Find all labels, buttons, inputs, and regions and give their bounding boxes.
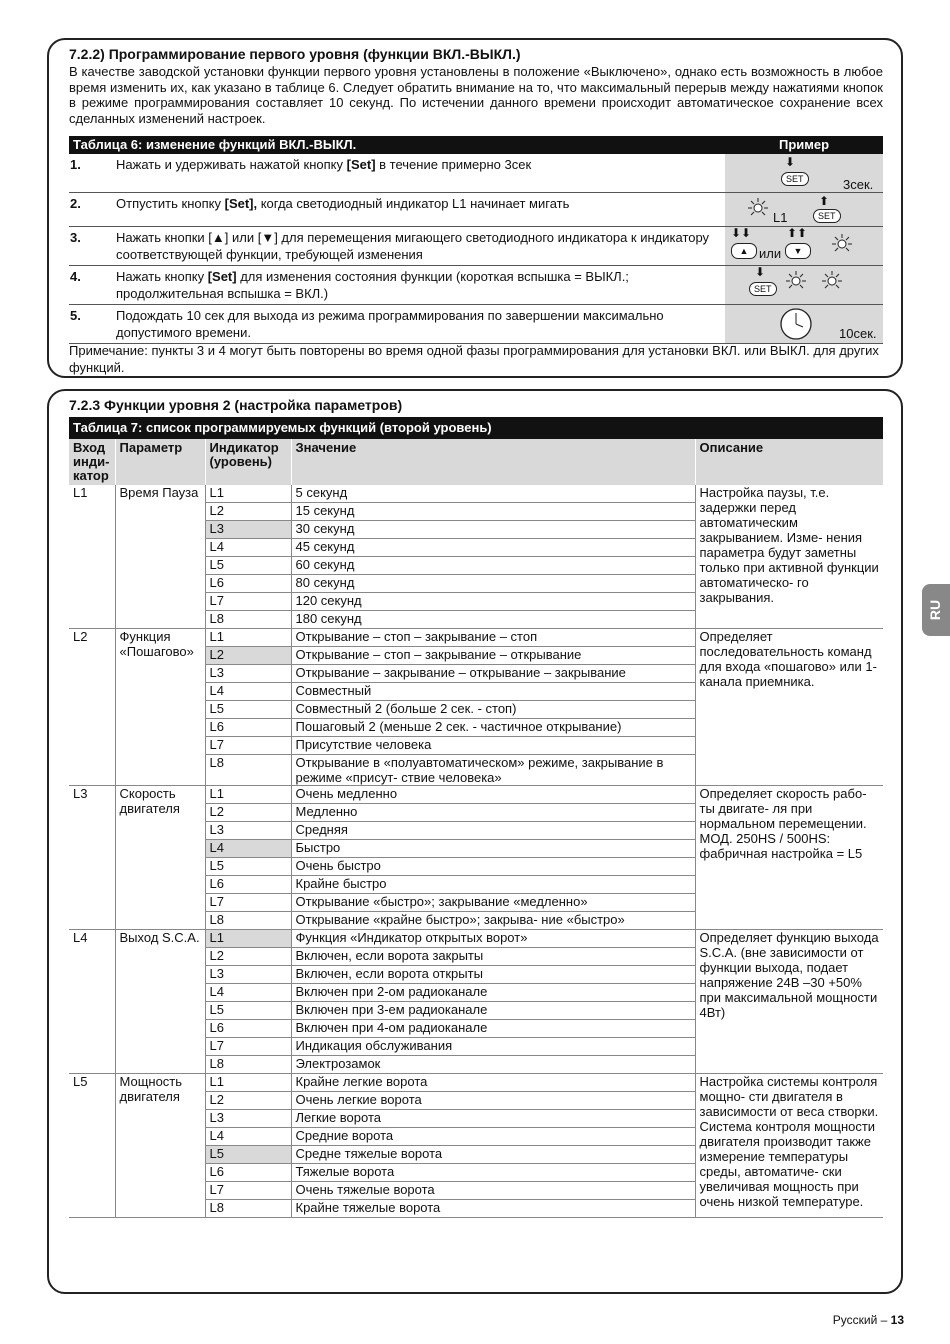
parameter: Время Пауза	[115, 485, 205, 629]
level-indicator: L3	[205, 966, 291, 984]
section-level2-functions	[47, 389, 903, 1294]
arrow-down-icon: ⬇	[731, 225, 742, 240]
value: Открывание «быстро»; закрывание «медленно»	[291, 894, 695, 912]
level-indicator: L4	[205, 683, 291, 701]
arrow-up-icon: ⬆	[787, 225, 798, 240]
level-indicator: L6	[205, 1020, 291, 1038]
level-indicator: L1	[205, 1074, 291, 1092]
table6-row	[69, 154, 883, 192]
value: Медленно	[291, 804, 695, 822]
description: Настройка системы контроля мощно- сти двигателя в зависимости от веса створки. Система контроля мощности двигателя производит также измерение температуры среды, автоматиче- ски увеличивая мощность при очень низкой температуре.	[695, 1074, 883, 1218]
step-text: Нажать и удерживать нажатой кнопку [Set] в течение примерно 3сек	[116, 154, 725, 192]
value: Включен, если ворота закрыты	[291, 948, 695, 966]
value: Электрозамок	[291, 1056, 695, 1074]
step-text: Подождать 10 сек для выхода из режима программирования по завершении максимально допустимого времени.	[116, 304, 725, 343]
parameter: Выход S.C.A.	[115, 930, 205, 1074]
level-indicator: L7	[205, 1182, 291, 1200]
value: Функция «Индикатор открытых ворот»	[291, 930, 695, 948]
input-indicator: L3	[69, 786, 115, 930]
down-button-icon: ▼	[785, 243, 811, 259]
page-number: 13	[890, 1313, 904, 1327]
parameter: Скорость двигателя	[115, 786, 205, 930]
value: Индикация обслуживания	[291, 1038, 695, 1056]
level-indicator: L5	[205, 1146, 291, 1164]
value: Крайне тяжелые ворота	[291, 1200, 695, 1218]
level-indicator: L3	[205, 1110, 291, 1128]
blinking-led-icon	[785, 270, 807, 292]
table-row	[69, 786, 883, 804]
level-indicator: L4	[205, 840, 291, 858]
level-indicator: L3	[205, 822, 291, 840]
level-indicator: L6	[205, 575, 291, 593]
section-onoff-programming	[47, 38, 903, 378]
blinking-led-icon	[821, 270, 843, 292]
value: Совместный 2 (больше 2 сек. - стоп)	[291, 701, 695, 719]
level-indicator: L8	[205, 755, 291, 786]
level-indicator: L5	[205, 1002, 291, 1020]
col-header-param: Параметр	[115, 439, 205, 485]
level-indicator: L7	[205, 894, 291, 912]
level-indicator: L2	[205, 503, 291, 521]
input-indicator: L4	[69, 930, 115, 1074]
col-header-description: Описание	[695, 439, 883, 485]
table-row	[69, 629, 883, 647]
step-number: 2.	[69, 192, 116, 226]
value: Пошаговый 2 (меньше 2 сек. - частичное открывание)	[291, 719, 695, 737]
value: Очень тяжелые ворота	[291, 1182, 695, 1200]
value: Средние ворота	[291, 1128, 695, 1146]
value: Открывание в «полуавтоматическом» режиме, закрывание в режиме «присут- ствие человека»	[291, 755, 695, 786]
up-button-icon: ▲	[731, 243, 757, 259]
table-row	[69, 485, 883, 503]
section-title: 7.2.3 Функции уровня 2 (настройка параметров)	[69, 397, 403, 413]
value: 120 секунд	[291, 593, 695, 611]
level-indicator: L1	[205, 786, 291, 804]
step-number: 3.	[69, 226, 116, 265]
description: Определяет функцию выхода S.C.A. (вне зависимости от функции выхода, подает напряжение 24В –30 +50% при максимальной мощности 4Вт)	[695, 930, 883, 1074]
value: Тяжелые ворота	[291, 1164, 695, 1182]
input-indicator: L2	[69, 629, 115, 786]
value: 45 секунд	[291, 539, 695, 557]
note: Примечание: пункты 3 и 4 могут быть повторены во время одной фазы программирования для установки ВКЛ. или ВЫКЛ. для других функций.	[69, 343, 879, 375]
language-tab: RU	[922, 584, 950, 636]
level-indicator: L8	[205, 912, 291, 930]
input-indicator: L1	[69, 485, 115, 629]
description: Определяет последовательность команд для входа «пошагово» или 1-канала приемника.	[695, 629, 883, 786]
page-footer: Русский – 13	[832, 1313, 904, 1327]
clock-icon	[779, 307, 813, 341]
table6-row	[69, 304, 883, 343]
set-button-icon: SET	[813, 209, 841, 223]
step-example	[725, 265, 884, 304]
level-indicator: L8	[205, 1200, 291, 1218]
value: Открывание – закрывание – открывание – закрывание	[291, 665, 695, 683]
col-header-value: Значение	[291, 439, 695, 485]
section-title: 7.2.2) Программирование первого уровня (функции ВКЛ.-ВЫКЛ.)	[69, 46, 521, 62]
value: Средне тяжелые ворота	[291, 1146, 695, 1164]
value: Совместный	[291, 683, 695, 701]
table7-header	[69, 417, 883, 439]
table6-row	[69, 226, 883, 265]
set-button-icon: SET	[781, 172, 809, 186]
table7	[69, 439, 884, 1218]
table6-row	[69, 265, 883, 304]
set-button-icon: SET	[749, 282, 777, 296]
value: 80 секунд	[291, 575, 695, 593]
level-indicator: L5	[205, 701, 291, 719]
step-example	[725, 192, 884, 226]
step-example	[725, 226, 884, 265]
value: Крайне быстро	[291, 876, 695, 894]
value: 60 секунд	[291, 557, 695, 575]
value: Включен при 2-ом радиоканале	[291, 984, 695, 1002]
step-number: 1.	[69, 154, 116, 192]
step-number: 4.	[69, 265, 116, 304]
value: Быстро	[291, 840, 695, 858]
value: Открывание «крайне быстро»; закрыва- ние «быстро»	[291, 912, 695, 930]
level-indicator: L3	[205, 665, 291, 683]
level-indicator: L8	[205, 611, 291, 629]
step-text: Отпустить кнопку [Set], когда светодиодный индикатор L1 начинает мигать	[116, 192, 725, 226]
table-row	[69, 930, 883, 948]
level-indicator: L4	[205, 539, 291, 557]
level-indicator: L1	[205, 930, 291, 948]
example-header: Пример	[779, 137, 830, 152]
level-indicator: L1	[205, 629, 291, 647]
step-number: 5.	[69, 304, 116, 343]
value: 5 секунд	[291, 485, 695, 503]
table6-header	[69, 136, 883, 154]
arrow-up-icon: ⬆	[819, 193, 830, 208]
level-indicator: L4	[205, 1128, 291, 1146]
value: Средняя	[291, 822, 695, 840]
level-indicator: L6	[205, 719, 291, 737]
value: Включен, если ворота открыты	[291, 966, 695, 984]
value: Присутствие человека	[291, 737, 695, 755]
col-header-input: Вход инди- катор	[69, 439, 115, 485]
table6	[69, 154, 883, 344]
example-label: 3сек.	[843, 177, 874, 192]
arrow-down-icon: ⬇	[741, 225, 752, 240]
step-text: Нажать кнопку [Set] для изменения состояния функции (короткая вспышка = ВЫКЛ.; продолжительная вспышка = ВКЛ.)	[116, 265, 725, 304]
level-indicator: L2	[205, 948, 291, 966]
step-example	[725, 304, 884, 343]
parameter: Функция «Пошагово»	[115, 629, 205, 786]
arrow-up-icon: ⬆	[797, 225, 808, 240]
input-indicator: L5	[69, 1074, 115, 1218]
example-label: или	[759, 245, 782, 261]
value: Открывание – стоп – закрывание – стоп	[291, 629, 695, 647]
description: Настройка паузы, т.е. задержки перед автоматическим закрыванием. Изме- нения параметра будут заметны только при активной функции автоматическо- го закрывания.	[695, 485, 883, 629]
arrow-down-icon: ⬇	[755, 264, 766, 279]
value: Легкие ворота	[291, 1110, 695, 1128]
table6-title: Таблица 6: изменение функций ВКЛ.-ВЫКЛ.	[73, 137, 357, 152]
table6-row	[69, 192, 883, 226]
value: Включен при 3-ем радиоканале	[291, 1002, 695, 1020]
value: Очень быстро	[291, 858, 695, 876]
intro-paragraph: В качестве заводской установки функции первого уровня установлены в положение «Выключено», однако есть возможность в любое время изменить их, как указано в таблице 6. Следует обратить внимание на то, что максимальный перерыв между нажатиями кнопок в режиме программирования составляет 10 секунд. По истечении данного времени происходит автоматическое сохранение всех сделанных изменений настроек.	[69, 64, 883, 126]
level-indicator: L7	[205, 593, 291, 611]
value: Крайне легкие ворота	[291, 1074, 695, 1092]
description: Определяет скорость рабо- ты двигате- ля при нормальном перемещении. МОД. 250HS / 500HS: фабричная настройка = L5	[695, 786, 883, 930]
level-indicator: L4	[205, 984, 291, 1002]
blinking-led-icon	[747, 197, 769, 219]
value: Очень медленно	[291, 786, 695, 804]
example-label: 10сек.	[839, 325, 877, 341]
example-label: L1	[773, 209, 788, 225]
step-text: Нажать кнопки [▲] или [▼] для перемещения мигающего светодиодного индикатора к индикатору соответствующей функции, требующей изменения	[116, 226, 725, 265]
value: 30 секунд	[291, 521, 695, 539]
value: Включен при 4-ом радиоканале	[291, 1020, 695, 1038]
level-indicator: L2	[205, 804, 291, 822]
level-indicator: L1	[205, 485, 291, 503]
value: 180 секунд	[291, 611, 695, 629]
level-indicator: L2	[205, 1092, 291, 1110]
value: Открывание – стоп – закрывание – открывание	[291, 647, 695, 665]
level-indicator: L5	[205, 858, 291, 876]
footer-lang: Русский	[832, 1313, 878, 1327]
level-indicator: L6	[205, 1164, 291, 1182]
level-indicator: L7	[205, 1038, 291, 1056]
value: Очень легкие ворота	[291, 1092, 695, 1110]
level-indicator: L8	[205, 1056, 291, 1074]
table7-title: Таблица 7: список программируемых функций (второй уровень)	[73, 420, 492, 435]
blinking-led-icon	[831, 233, 853, 255]
level-indicator: L5	[205, 557, 291, 575]
step-example	[725, 154, 884, 192]
level-indicator: L2	[205, 647, 291, 665]
col-header-level: Индикатор (уровень)	[205, 439, 291, 485]
arrow-down-icon: ⬇	[785, 155, 796, 169]
level-indicator: L7	[205, 737, 291, 755]
value: 15 секунд	[291, 503, 695, 521]
table-row	[69, 1074, 883, 1092]
level-indicator: L3	[205, 521, 291, 539]
level-indicator: L6	[205, 876, 291, 894]
parameter: Мощность двигателя	[115, 1074, 205, 1218]
